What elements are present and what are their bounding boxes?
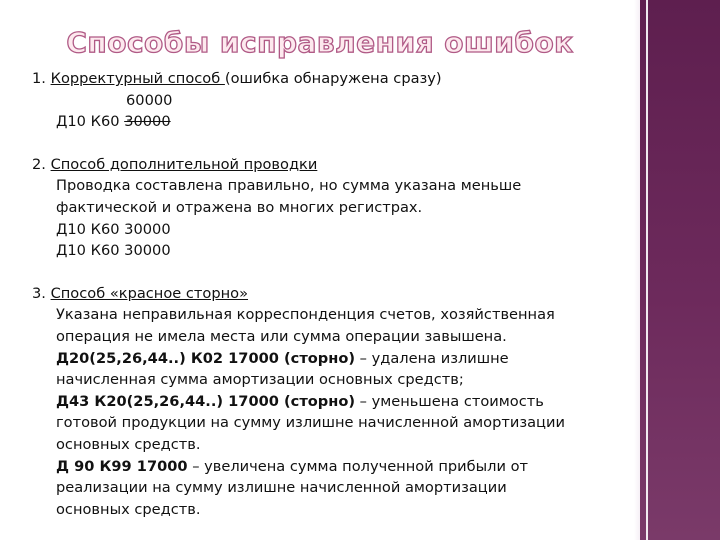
spacer (32, 262, 632, 283)
item2-heading (32, 154, 632, 176)
item3-entry1-desc: – удалена излишне (355, 349, 509, 367)
item1-amount: 60000 (126, 91, 173, 109)
item3-desc-line1: Указана неправильная корреспонденция счетов, хозяйственная (56, 306, 555, 324)
item2-method-name: Способ дополнительной проводки (50, 155, 318, 173)
item3-heading (32, 283, 632, 305)
item1-heading (32, 68, 632, 90)
decorative-side-panel (640, 0, 720, 540)
side-panel-divider (646, 0, 648, 540)
item2-number: 2. (32, 155, 46, 173)
item3-entry2-desc: – уменьшена стоимость (355, 392, 544, 410)
item3-entry3-desc: – увеличена сумма полученной прибыли от (187, 457, 529, 475)
item2-desc-line1: Проводка составлена правильно, но сумма указана меньше (56, 177, 522, 195)
item3-entry3-accounts: Д 90 К99 17000 (56, 457, 188, 475)
item3-entry1 (32, 348, 632, 370)
item2-entry2: Д10 К60 30000 (56, 242, 171, 260)
item3-entry1-accounts: Д20(25,26,44..) К02 17000 (сторно) (56, 349, 356, 367)
item3-entry3 (32, 456, 632, 478)
item3-entry3-line3: основных средств. (56, 500, 201, 518)
item3-entry2-line3: основных средств. (56, 435, 201, 453)
slide-body (32, 68, 632, 520)
item1-number: 1. (32, 70, 46, 87)
item1-method-name: Корректурный способ (50, 70, 225, 87)
item1-note: (ошибка обнаружена сразу) (224, 70, 442, 87)
item3-entry1-line2: начисленная сумма амортизации основных средств; (56, 371, 464, 389)
item3-entry2 (32, 391, 632, 413)
item3-number: 3. (32, 284, 46, 302)
item3-entry2-line2: готовой продукции на сумму излишне начисленной амортизации (56, 414, 565, 432)
item1-entry (32, 111, 632, 133)
item2-desc-line2: фактической и отражена во многих регистрах. (56, 198, 423, 216)
item3-method-name: Способ «красное сторно» (50, 284, 249, 302)
item3-entry3-line2: реализации на сумму излишне начисленной амортизации (56, 479, 507, 497)
item3-desc-line2: операция не имела места или сумма операции завышена. (56, 327, 507, 345)
item1-entry-struck-amount: 30000 (124, 113, 171, 131)
item1-entry-accounts: Д10 К60 (56, 113, 125, 131)
item3-entry2-accounts: Д43 К20(25,26,44..) 17000 (сторно) (56, 392, 356, 410)
slide-title: Способы исправления ошибок (66, 26, 574, 59)
spacer (32, 133, 632, 154)
item2-entry1: Д10 К60 30000 (56, 220, 171, 238)
